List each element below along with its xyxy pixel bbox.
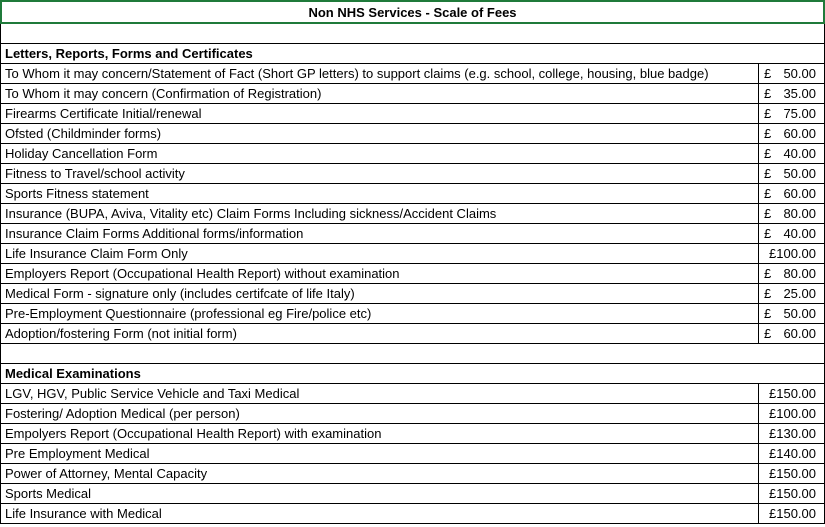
fee-cell[interactable] — [759, 244, 825, 263]
fee-row — [0, 204, 825, 224]
service-description-cell[interactable]: Life Insurance Claim Form Only — [0, 244, 759, 263]
fee-amount: 140.00 — [776, 446, 816, 461]
fee-row — [0, 284, 825, 304]
fee-cell[interactable] — [759, 304, 825, 323]
fee-row — [0, 224, 825, 244]
fee-row — [0, 184, 825, 204]
currency-symbol: £ — [769, 426, 777, 441]
currency-symbol: £ — [764, 166, 772, 181]
fee-row — [0, 384, 825, 404]
service-description-cell[interactable]: Empolyers Report (Occupational Health Report) with examination — [0, 424, 759, 443]
service-description-cell[interactable]: Adoption/fostering Form (not initial form) — [0, 324, 759, 343]
fee-amount: 100.00 — [776, 406, 816, 421]
currency-symbol: £ — [764, 286, 772, 301]
fee-cell[interactable] — [759, 284, 825, 303]
fee-amount: 150.00 — [776, 486, 816, 501]
fee-amount: 150.00 — [776, 506, 816, 521]
currency-symbol: £ — [764, 226, 772, 241]
service-description-cell[interactable]: Fitness to Travel/school activity — [0, 164, 759, 183]
currency-symbol: £ — [764, 326, 772, 341]
section-heading[interactable]: Letters, Reports, Forms and Certificates — [0, 44, 825, 64]
fee-row — [0, 164, 825, 184]
fee-row — [0, 504, 825, 524]
service-description-cell[interactable]: LGV, HGV, Public Service Vehicle and Taxi Medical — [0, 384, 759, 403]
fee-cell[interactable] — [759, 444, 825, 463]
fee-cell[interactable] — [759, 484, 825, 503]
currency-symbol: £ — [764, 186, 772, 201]
fee-amount: 60.00 — [783, 326, 816, 341]
fee-cell[interactable] — [759, 424, 825, 443]
blank-row[interactable] — [0, 344, 825, 364]
fee-amount: 50.00 — [783, 306, 816, 321]
fee-cell[interactable] — [759, 384, 825, 403]
fee-cell[interactable] — [759, 124, 825, 143]
fee-row — [0, 244, 825, 264]
currency-symbol: £ — [764, 306, 772, 321]
fee-amount: 60.00 — [783, 126, 816, 141]
fee-cell[interactable] — [759, 324, 825, 343]
fee-cell[interactable] — [759, 264, 825, 283]
fee-cell[interactable] — [759, 184, 825, 203]
blank-row[interactable] — [0, 24, 825, 44]
fee-amount: 130.00 — [776, 426, 816, 441]
currency-symbol: £ — [764, 266, 772, 281]
service-description-cell[interactable]: Sports Fitness statement — [0, 184, 759, 203]
service-description-cell[interactable]: To Whom it may concern (Confirmation of Registration) — [0, 84, 759, 103]
sheet-title[interactable]: Non NHS Services - Scale of Fees — [0, 0, 825, 24]
fee-amount: 80.00 — [783, 266, 816, 281]
fee-amount: 80.00 — [783, 206, 816, 221]
fee-row — [0, 144, 825, 164]
fee-row — [0, 264, 825, 284]
fee-row — [0, 64, 825, 84]
fee-row — [0, 444, 825, 464]
service-description-cell[interactable]: Firearms Certificate Initial/renewal — [0, 104, 759, 123]
fee-cell[interactable] — [759, 464, 825, 483]
service-description-cell[interactable]: To Whom it may concern/Statement of Fact (Short GP letters) to support claims (e.g. school, college, housing, blue badge) — [0, 64, 759, 83]
fee-cell[interactable] — [759, 144, 825, 163]
fee-cell[interactable] — [759, 164, 825, 183]
currency-symbol: £ — [769, 486, 777, 501]
fee-cell[interactable] — [759, 84, 825, 103]
fee-amount: 150.00 — [776, 386, 816, 401]
currency-symbol: £ — [769, 446, 777, 461]
service-description-cell[interactable]: Insurance Claim Forms Additional forms/information — [0, 224, 759, 243]
fee-cell[interactable] — [759, 404, 825, 423]
service-description-cell[interactable]: Fostering/ Adoption Medical (per person) — [0, 404, 759, 423]
service-description-cell[interactable]: Sports Medical — [0, 484, 759, 503]
fee-amount: 50.00 — [783, 166, 816, 181]
fee-cell[interactable] — [759, 104, 825, 123]
currency-symbol: £ — [764, 86, 772, 101]
currency-symbol: £ — [764, 206, 772, 221]
section-heading[interactable]: Medical Examinations — [0, 364, 825, 384]
fee-amount: 50.00 — [783, 66, 816, 81]
fee-amount: 75.00 — [783, 106, 816, 121]
service-description-cell[interactable]: Medical Form - signature only (includes certifcate of life Italy) — [0, 284, 759, 303]
service-description-cell[interactable]: Employers Report (Occupational Health Report) without examination — [0, 264, 759, 283]
service-description-cell[interactable]: Holiday Cancellation Form — [0, 144, 759, 163]
currency-symbol: £ — [764, 126, 772, 141]
fee-cell[interactable] — [759, 204, 825, 223]
fee-amount: 150.00 — [776, 466, 816, 481]
currency-symbol: £ — [769, 406, 777, 421]
fee-cell[interactable] — [759, 64, 825, 83]
fee-row — [0, 404, 825, 424]
service-description-cell[interactable]: Pre Employment Medical — [0, 444, 759, 463]
fee-amount: 40.00 — [783, 226, 816, 241]
currency-symbol: £ — [769, 246, 777, 261]
fee-row — [0, 424, 825, 444]
fee-row — [0, 304, 825, 324]
fee-row — [0, 104, 825, 124]
currency-symbol: £ — [769, 386, 777, 401]
fee-row — [0, 124, 825, 144]
service-description-cell[interactable]: Power of Attorney, Mental Capacity — [0, 464, 759, 483]
fee-amount: 35.00 — [783, 86, 816, 101]
fee-amount: 40.00 — [783, 146, 816, 161]
fee-amount: 25.00 — [783, 286, 816, 301]
fee-row — [0, 484, 825, 504]
service-description-cell[interactable]: Pre-Employment Questionnaire (professional eg Fire/police etc) — [0, 304, 759, 323]
fee-cell[interactable] — [759, 224, 825, 243]
sections-container — [0, 44, 825, 524]
currency-symbol: £ — [764, 66, 772, 81]
fee-amount: 60.00 — [783, 186, 816, 201]
fee-row — [0, 324, 825, 344]
fee-row — [0, 464, 825, 484]
fee-amount: 100.00 — [776, 246, 816, 261]
currency-symbol: £ — [764, 106, 772, 121]
currency-symbol: £ — [769, 466, 777, 481]
currency-symbol: £ — [769, 506, 777, 521]
currency-symbol: £ — [764, 146, 772, 161]
service-description-cell[interactable]: Ofsted (Childminder forms) — [0, 124, 759, 143]
fee-cell[interactable] — [759, 504, 825, 523]
fee-row — [0, 84, 825, 104]
service-description-cell[interactable]: Insurance (BUPA, Aviva, Vitality etc) Claim Forms Including sickness/Accident Claims — [0, 204, 759, 223]
service-description-cell[interactable]: Life Insurance with Medical — [0, 504, 759, 523]
